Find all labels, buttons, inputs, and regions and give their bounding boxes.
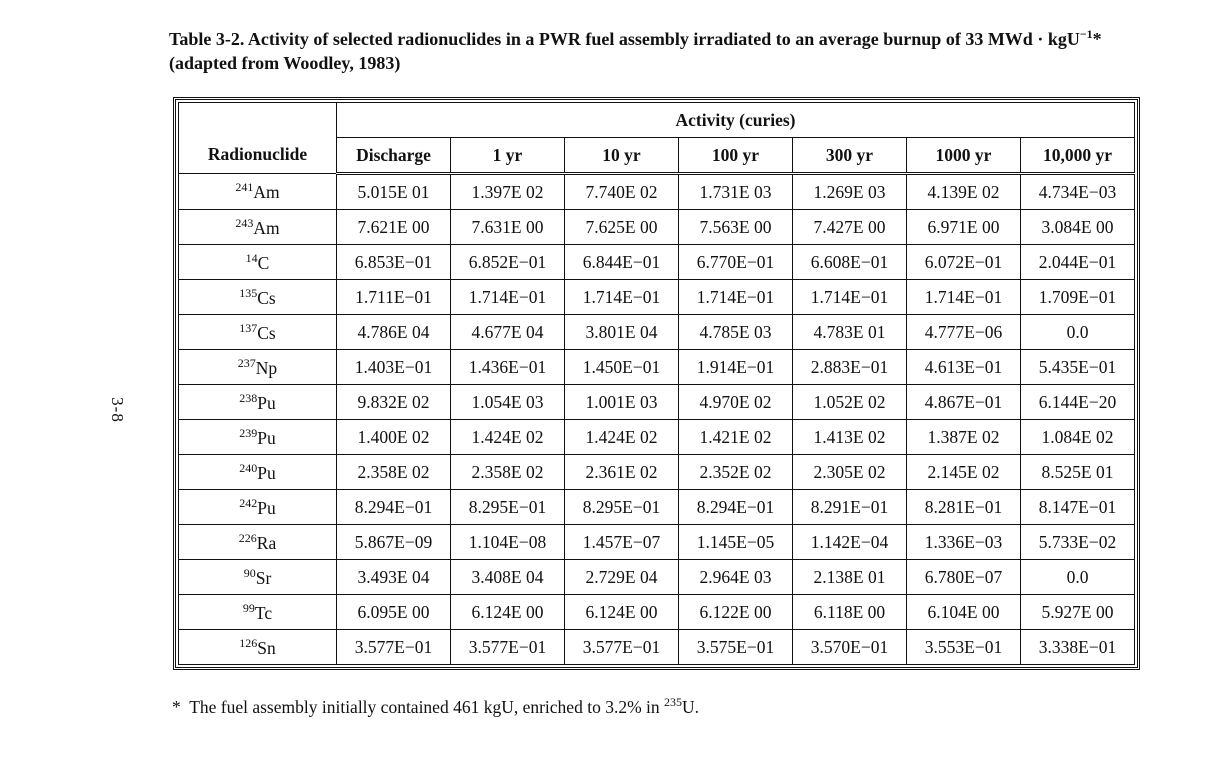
isotope-mass-number: 240	[239, 460, 258, 475]
activity-value-cell: 1.714E−01	[565, 280, 679, 315]
activity-value-cell: 3.577E−01	[565, 630, 679, 665]
activity-value-cell: 4.786E 04	[337, 315, 451, 350]
activity-value-cell: 2.145E 02	[907, 455, 1021, 490]
activity-value-cell: 1.400E 02	[337, 420, 451, 455]
element-symbol: Tc	[254, 602, 273, 623]
table-body	[179, 174, 1135, 665]
activity-value-cell: 3.408E 04	[451, 560, 565, 595]
activity-value-cell: 2.138E 01	[793, 560, 907, 595]
activity-value-cell: 1.711E−01	[337, 280, 451, 315]
table-row	[179, 630, 1135, 665]
footnote-text: The fuel assembly initially contained 461 kgU, enriched to 3.2% in	[189, 697, 660, 717]
table-row	[179, 490, 1135, 525]
radionuclide-cell	[179, 210, 337, 245]
activity-value-cell: 8.291E−01	[793, 490, 907, 525]
activity-value-cell: 5.015E 01	[337, 174, 451, 210]
radionuclide-cell	[179, 560, 337, 595]
activity-value-cell: 8.294E−01	[337, 490, 451, 525]
activity-value-cell: 3.577E−01	[451, 630, 565, 665]
footnote	[172, 695, 699, 718]
isotope-mass-number: 226	[238, 530, 257, 545]
activity-value-cell: 4.867E−01	[907, 385, 1021, 420]
table-row	[179, 350, 1135, 385]
activity-value-cell: 1.436E−01	[451, 350, 565, 385]
table-row	[179, 280, 1135, 315]
isotope-mass-number: 14	[245, 250, 258, 265]
activity-value-cell: 9.832E 02	[337, 385, 451, 420]
activity-value-cell: 1.457E−07	[565, 525, 679, 560]
radionuclide-cell	[179, 280, 337, 315]
activity-value-cell: 1.714E−01	[679, 280, 793, 315]
radionuclide-cell	[179, 595, 337, 630]
activity-value-cell: 6.852E−01	[451, 245, 565, 280]
activity-value-cell: 1.104E−08	[451, 525, 565, 560]
radionuclide-cell	[179, 630, 337, 665]
activity-value-cell: 6.770E−01	[679, 245, 793, 280]
activity-value-cell: 1.054E 03	[451, 385, 565, 420]
table-row	[179, 210, 1135, 245]
table-caption	[169, 27, 1179, 75]
activity-value-cell: 7.625E 00	[565, 210, 679, 245]
table-row	[179, 595, 1135, 630]
radionuclide-cell	[179, 490, 337, 525]
activity-value-cell: 1.269E 03	[793, 174, 907, 210]
column-header: 10,000 yr	[1021, 138, 1135, 174]
activity-value-cell: 2.352E 02	[679, 455, 793, 490]
isotope-mass-number: 126	[239, 635, 258, 650]
element-symbol: Sr	[255, 567, 272, 588]
activity-value-cell: 8.295E−01	[451, 490, 565, 525]
radionuclide-cell	[179, 525, 337, 560]
table-row	[179, 174, 1135, 210]
element-symbol: Pu	[257, 392, 276, 413]
radionuclide-cell	[179, 385, 337, 420]
page-number: 3-8	[107, 397, 127, 423]
activity-value-cell: 1.731E 03	[679, 174, 793, 210]
activity-value-cell: 2.044E−01	[1021, 245, 1135, 280]
element-symbol: Pu	[257, 497, 276, 518]
activity-table	[178, 102, 1135, 665]
activity-value-cell: 6.124E 00	[451, 595, 565, 630]
activity-value-cell: 3.338E−01	[1021, 630, 1135, 665]
activity-value-cell: 7.631E 00	[451, 210, 565, 245]
table-row	[179, 315, 1135, 350]
activity-value-cell: 4.970E 02	[679, 385, 793, 420]
activity-value-cell: 6.844E−01	[565, 245, 679, 280]
column-header: 100 yr	[679, 138, 793, 174]
isotope-mass-number: 238	[239, 390, 258, 405]
table-row	[179, 420, 1135, 455]
activity-value-cell: 6.853E−01	[337, 245, 451, 280]
activity-value-cell: 5.435E−01	[1021, 350, 1135, 385]
element-symbol: Pu	[257, 462, 276, 483]
activity-value-cell: 6.122E 00	[679, 595, 793, 630]
activity-value-cell: 1.424E 02	[451, 420, 565, 455]
activity-header: Activity (curies)	[337, 103, 1135, 138]
activity-value-cell: 6.971E 00	[907, 210, 1021, 245]
isotope-mass-number: 243	[235, 215, 254, 230]
isotope-mass-number: 242	[239, 495, 258, 510]
activity-value-cell: 1.424E 02	[565, 420, 679, 455]
activity-value-cell: 1.387E 02	[907, 420, 1021, 455]
activity-value-cell: 8.525E 01	[1021, 455, 1135, 490]
activity-value-cell: 7.621E 00	[337, 210, 451, 245]
footnote-mark: *	[172, 697, 181, 717]
activity-value-cell: 4.677E 04	[451, 315, 565, 350]
activity-value-cell: 2.883E−01	[793, 350, 907, 385]
activity-value-cell: 6.144E−20	[1021, 385, 1135, 420]
element-symbol: Am	[253, 182, 280, 202]
activity-value-cell: 1.397E 02	[451, 174, 565, 210]
column-header: 300 yr	[793, 138, 907, 174]
radionuclide-header: Radionuclide	[179, 103, 337, 174]
activity-value-cell: 3.570E−01	[793, 630, 907, 665]
isotope-mass-number: 237	[237, 355, 256, 370]
activity-value-cell: 2.305E 02	[793, 455, 907, 490]
activity-value-cell: 3.575E−01	[679, 630, 793, 665]
activity-value-cell: 2.729E 04	[565, 560, 679, 595]
activity-value-cell: 7.427E 00	[793, 210, 907, 245]
column-header: Discharge	[337, 138, 451, 174]
element-symbol: Am	[253, 217, 280, 238]
activity-value-cell: 4.613E−01	[907, 350, 1021, 385]
activity-value-cell: 4.139E 02	[907, 174, 1021, 210]
caption-superscript: −1	[1079, 27, 1093, 41]
activity-value-cell: 1.052E 02	[793, 385, 907, 420]
activity-value-cell: 1.709E−01	[1021, 280, 1135, 315]
footnote-isotope-symbol: U.	[682, 697, 700, 717]
activity-table-frame	[173, 97, 1140, 670]
element-symbol: Cs	[257, 287, 276, 308]
activity-value-cell: 7.740E 02	[565, 174, 679, 210]
activity-value-cell: 1.142E−04	[793, 525, 907, 560]
element-symbol: Sn	[257, 637, 276, 658]
isotope-mass-number: 137	[239, 320, 258, 335]
activity-value-cell: 1.403E−01	[337, 350, 451, 385]
table-row	[179, 245, 1135, 280]
activity-value-cell: 2.964E 03	[679, 560, 793, 595]
radionuclide-cell	[179, 174, 337, 210]
activity-value-cell: 1.001E 03	[565, 385, 679, 420]
activity-value-cell: 6.118E 00	[793, 595, 907, 630]
element-symbol: Cs	[257, 322, 276, 343]
activity-value-cell: 6.608E−01	[793, 245, 907, 280]
radionuclide-cell	[179, 420, 337, 455]
activity-value-cell: 3.553E−01	[907, 630, 1021, 665]
isotope-mass-number: 135	[239, 285, 258, 300]
column-header: 10 yr	[565, 138, 679, 174]
column-header: 1000 yr	[907, 138, 1021, 174]
activity-value-cell: 6.072E−01	[907, 245, 1021, 280]
activity-value-cell: 0.0	[1021, 560, 1135, 595]
activity-value-cell: 6.124E 00	[565, 595, 679, 630]
activity-value-cell: 3.801E 04	[565, 315, 679, 350]
activity-value-cell: 1.084E 02	[1021, 420, 1135, 455]
radionuclide-cell	[179, 315, 337, 350]
caption-text: Table 3-2. Activity of selected radionuclides in a PWR fuel assembly irradiated to an average burnup of 33 MWd · kgU	[169, 29, 1080, 49]
caption-line-1	[169, 27, 1179, 51]
activity-value-cell: 1.714E−01	[793, 280, 907, 315]
activity-value-cell: 7.563E 00	[679, 210, 793, 245]
caption-line-2: (adapted from Woodley, 1983)	[169, 53, 401, 73]
activity-value-cell: 3.493E 04	[337, 560, 451, 595]
activity-value-cell: 8.147E−01	[1021, 490, 1135, 525]
activity-value-cell: 1.145E−05	[679, 525, 793, 560]
activity-value-cell: 1.421E 02	[679, 420, 793, 455]
radionuclide-cell	[179, 245, 337, 280]
activity-value-cell: 2.358E 02	[337, 455, 451, 490]
isotope-mass-number: 90	[243, 565, 256, 580]
activity-value-cell: 1.914E−01	[679, 350, 793, 385]
activity-value-cell: 4.734E−03	[1021, 174, 1135, 210]
activity-value-cell: 8.295E−01	[565, 490, 679, 525]
radionuclide-cell	[179, 350, 337, 385]
activity-value-cell: 0.0	[1021, 315, 1135, 350]
element-symbol: C	[257, 252, 270, 273]
caption-footnote-mark: *	[1092, 29, 1102, 49]
activity-value-cell: 6.104E 00	[907, 595, 1021, 630]
table-row	[179, 385, 1135, 420]
activity-value-cell: 1.450E−01	[565, 350, 679, 385]
activity-value-cell: 1.413E 02	[793, 420, 907, 455]
activity-value-cell: 8.281E−01	[907, 490, 1021, 525]
activity-value-cell: 6.780E−07	[907, 560, 1021, 595]
table-row	[179, 560, 1135, 595]
table-row	[179, 455, 1135, 490]
column-header: 1 yr	[451, 138, 565, 174]
activity-value-cell: 4.785E 03	[679, 315, 793, 350]
activity-value-cell: 2.361E 02	[565, 455, 679, 490]
activity-value-cell: 2.358E 02	[451, 455, 565, 490]
activity-value-cell: 3.084E 00	[1021, 210, 1135, 245]
activity-value-cell: 1.714E−01	[907, 280, 1021, 315]
activity-value-cell: 4.777E−06	[907, 315, 1021, 350]
activity-value-cell: 5.867E−09	[337, 525, 451, 560]
activity-value-cell: 1.336E−03	[907, 525, 1021, 560]
element-symbol: Pu	[257, 427, 276, 448]
isotope-mass-number: 239	[239, 425, 258, 440]
radionuclide-cell	[179, 455, 337, 490]
footnote-isotope-mass: 235	[664, 695, 683, 709]
activity-value-cell: 1.714E−01	[451, 280, 565, 315]
isotope-mass-number: 99	[242, 600, 255, 615]
activity-value-cell: 5.733E−02	[1021, 525, 1135, 560]
element-symbol: Ra	[256, 532, 277, 553]
activity-value-cell: 8.294E−01	[679, 490, 793, 525]
table-row	[179, 525, 1135, 560]
activity-value-cell: 3.577E−01	[337, 630, 451, 665]
activity-value-cell: 6.095E 00	[337, 595, 451, 630]
activity-value-cell: 4.783E 01	[793, 315, 907, 350]
element-symbol: Np	[255, 357, 278, 378]
activity-value-cell: 5.927E 00	[1021, 595, 1135, 630]
isotope-mass-number: 241	[235, 180, 254, 194]
